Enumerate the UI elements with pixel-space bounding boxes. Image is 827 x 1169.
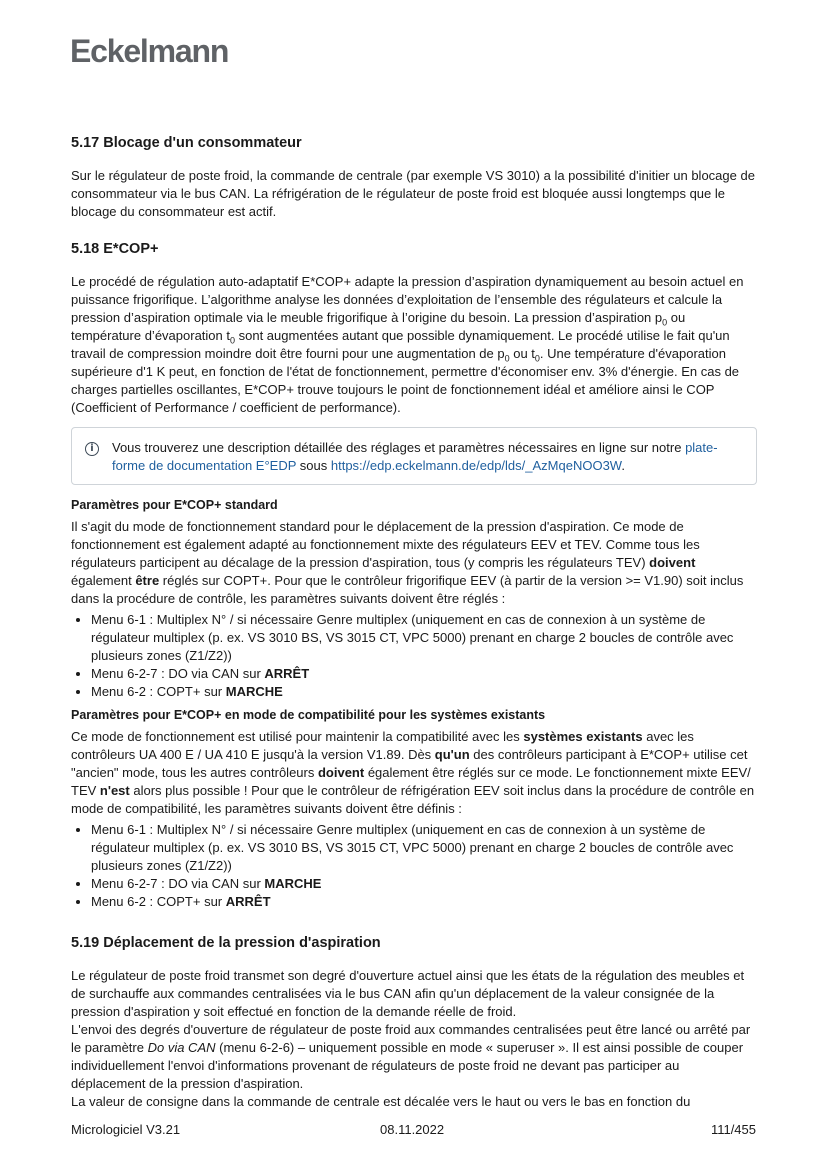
list-item: • Menu 6-1 : Multiplex N° / si nécessaire Genre multiplex (uniquement en cas de connexion à un système de régulateur multiplex (p. ex. VS 3010 BS, VS 3015 CT, VPC 5000) prenant en charge 2 boucles de contrôle avec plusieurs zones (Z1/Z2)) — [91, 821, 757, 875]
list-item: • Menu 6-2 : COPT+ sur MARCHE — [91, 683, 757, 701]
section-5-18-title: 5.18 E*COP+ — [71, 241, 159, 257]
section-5-19-p3: La valeur de consigne dans la commande de centrale est décalée vers le haut ou vers le bas en fonction du — [71, 1094, 691, 1109]
list-item: • Menu 6-1 : Multiplex N° / si nécessaire Genre multiplex (uniquement en cas de connexion à un système de régulateur multiplex (p. ex. VS 3010 BS, VS 3015 CT, VPC 5000) prenant en charge 2 boucles de contrôle avec plusieurs zones (Z1/Z2)) — [91, 611, 757, 665]
edp-platform-link[interactable]: plate-forme de documentation E°EDP — [112, 440, 718, 473]
section-5-17-body: Sur le régulateur de poste froid, la commande de centrale (par exemple VS 3010) a la possibilité d'initier un blocage de consommateur via le bus CAN. La réfrigération de le régulateur de poste froid est bloquée aussi longtemps que le blocage du consommateur est actif. — [71, 168, 755, 219]
company-logo: Eckelmann — [70, 33, 229, 69]
compat-params-list — [71, 821, 757, 911]
compat-params-heading: Paramètres pour E*COP+ en mode de compatibilité pour les systèmes existants — [71, 708, 546, 722]
std-params-body: Il s'agit du mode de fonctionnement standard pour le déplacement de la pression d'aspiration. Ce mode de fonctionnement est également adapté au fonctionnement mixte des régulateurs EEV et TEV. Comme tous les régulateurs participent au décalage de la pression d'aspiration, tous (y compris les régulateurs TEV) doivent également être réglés sur COPT+. Pour que le contrôleur frigorifique EEV (à partir de la version >= V1.90) soit inclus dans la procédure de contrôle, les paramètres suivants doivent être réglés : — [71, 519, 744, 606]
list-item: • Menu 6-2-7 : DO via CAN sur ARRÊT — [91, 665, 757, 683]
footer-page-number: 111/455 — [710, 1122, 756, 1137]
std-params-list — [71, 611, 757, 701]
section-5-19-p2: L'envoi des degrés d'ouverture de régulateur de poste froid aux commandes centralisées peut être lancé ou arrêté par le paramètre Do via CAN (menu 6-2-6) – uniquement possible en mode « superuser ». Il est ainsi possible de couper individuellement l'envoi d'informations provenant de régulateurs de poste froid ne devant pas participer au déplacement de la pression d'aspiration. — [71, 1022, 751, 1091]
compat-params-body: Ce mode de fonctionnement est utilisé pour maintenir la compatibilité avec les systèmes existants avec les contrôleurs UA 400 E / UA 410 E jusqu'à la version V1.89. Dès qu'un des contrôleurs participant à E*COP+ utilise cet "ancien" mode, tous les autres contrôleurs doivent également être réglés sur ce mode. Le fonctionnement mixte EEV/ TEV n'est alors plus possible ! Pour que le contrôleur de réfrigération EEV soit inclus dans la procédure de contrôle en mode de compatibilité, les paramètres suivants doivent être définis : — [71, 729, 755, 816]
list-item: • Menu 6-2-7 : DO via CAN sur MARCHE — [91, 875, 757, 893]
section-5-17-title: 5.17 Blocage d'un consommateur — [71, 135, 302, 151]
list-item: • Menu 6-2 : COPT+ sur ARRÊT — [91, 893, 757, 911]
footer-firmware: Micrologiciel V3.21 — [71, 1122, 181, 1137]
edp-url-link[interactable]: https://edp.eckelmann.de/edp/lds/_AzMqeNOO3W — [330, 458, 622, 473]
page-content — [71, 133, 757, 1111]
info-icon: i — [85, 442, 99, 456]
info-note: i Vous trouverez une description détaillée des réglages et paramètres nécessaires en ligne sur notre plate-forme de documentation E°EDP sous https://edp.eckelmann.de/edp/lds/_AzMqeNOO3W. — [71, 427, 757, 485]
section-5-19-p1: Le régulateur de poste froid transmet son degré d'ouverture actuel ainsi que les états de la régulation des meubles et de surchauffe aux commandes centralisées via le bus CAN afin qu'un déplacement de la valeur consignée de la pression d'aspiration y soit effectué en fonction de la demande réelle de froid. — [71, 968, 745, 1019]
section-5-19-title: 5.19 Déplacement de la pression d'aspiration — [71, 935, 381, 951]
section-5-18-intro: Le procédé de régulation auto-adaptatif E*COP+ adapte la pression d’aspiration dynamiquement au besoin actuel en puissance frigorifique. L’algorithme analyse les données d’exploitation de l’ensemble des régulateurs et calcule la pression d’aspiration optimale via le meuble frigorifique à l’origine du besoin. La pression d’aspiration $p_0$ ou température d’évaporation $t_0$ sont augmentées autant que possible dynamiquement. Le procédé utilise le fait qu'un travail de compression moindre doit être fourni pour une augmentation de $p_0$ ou $t_0$. Une température d'évaporation supérieure d'1 K peut, en fonction de l'état de fonctionnement, permettre d'économiser env. 3% d'énergie. En cas de charges partielles oscillantes, E*COP+ trouve toujours le point de fonctionnement idéal et améliore ainsi le COP (Coefficient of Performance / coefficient de performance). — [71, 274, 744, 415]
std-params-heading: Paramètres pour E*COP+ standard — [71, 498, 278, 512]
footer-date: 08.11.2022 — [380, 1122, 445, 1137]
